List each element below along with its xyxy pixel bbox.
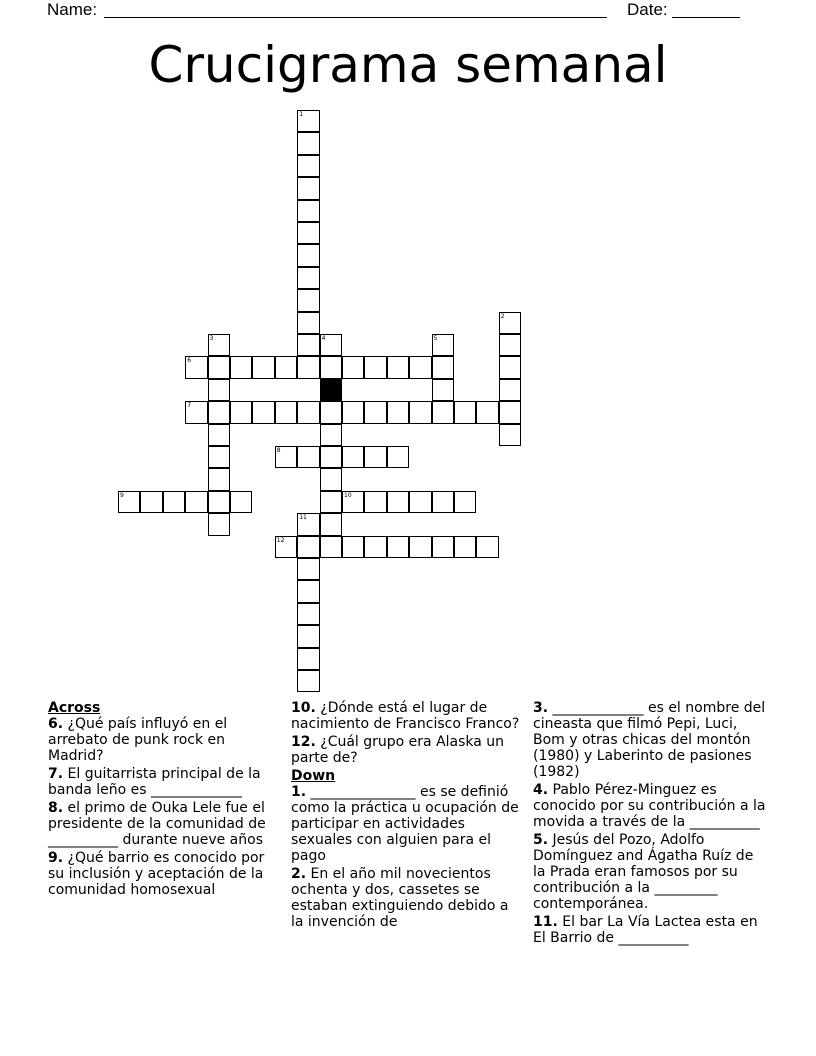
clue-number-label: 10	[344, 491, 352, 499]
crossword-cell[interactable]	[140, 491, 162, 513]
clue-number-label: 4	[321, 335, 326, 342]
clue-number-label: 2	[500, 312, 505, 320]
crossword-cell[interactable]	[320, 468, 342, 490]
crossword-cell[interactable]	[320, 513, 342, 535]
clue-text: ¿Qué país influyó en el arrebato de punk rock en Madrid?	[48, 716, 228, 764]
crossword-cell[interactable]	[297, 670, 319, 692]
black-cell	[320, 379, 342, 401]
crossword-cell[interactable]	[364, 356, 386, 378]
down-clue	[533, 832, 769, 912]
crossword-cell[interactable]	[297, 536, 319, 558]
crossword-cell[interactable]	[297, 200, 319, 222]
crossword-cell[interactable]	[297, 648, 319, 670]
clue-number: 4.	[533, 782, 549, 798]
crossword-cell[interactable]	[387, 491, 409, 513]
crossword-cell[interactable]	[409, 401, 431, 423]
crossword-cell[interactable]	[208, 468, 230, 490]
across-heading: Across	[48, 700, 101, 716]
crossword-cell[interactable]	[297, 312, 319, 334]
clue-text: el primo de Ouka Lele fue el presidente de la comunidad de __________ durante nueve años	[48, 800, 266, 848]
clue-number: 12.	[291, 734, 316, 750]
clue-text: Pablo Pérez-Minguez es conocido por su contribución a la movida a través de la __________	[533, 782, 766, 830]
page-title: Crucigrama semanal	[148, 36, 668, 94]
clue-number: 5.	[533, 832, 549, 848]
crossword-cell[interactable]	[252, 401, 274, 423]
across-clue	[291, 700, 523, 732]
crossword-cell[interactable]	[297, 289, 319, 311]
crossword-cell[interactable]	[387, 356, 409, 378]
crossword-cell[interactable]	[320, 356, 342, 378]
crossword-cell[interactable]	[476, 401, 498, 423]
crossword-cell[interactable]	[275, 356, 297, 378]
down-clue	[291, 784, 523, 864]
crossword-cell[interactable]	[297, 155, 319, 177]
clue-text: ¿Dónde está el lugar de nacimiento de Francisco Franco?	[291, 700, 520, 732]
name-label: Name:	[47, 0, 98, 19]
crossword-cell[interactable]	[297, 603, 319, 625]
clue-text: El guitarrista principal de la banda leño es _____________	[48, 766, 261, 798]
crossword-cell[interactable]	[208, 424, 230, 446]
crossword-cell[interactable]	[297, 222, 319, 244]
clue-number-label: 1	[299, 111, 304, 118]
crossword-cell[interactable]	[297, 401, 319, 423]
crossword-cell[interactable]	[499, 334, 521, 356]
crossword-cell[interactable]	[364, 536, 386, 558]
crossword-cell[interactable]	[387, 401, 409, 423]
crossword-cell[interactable]	[387, 536, 409, 558]
crossword-cell[interactable]	[297, 625, 319, 647]
crossword-cell[interactable]	[342, 446, 364, 468]
crossword-cell[interactable]	[297, 132, 319, 154]
crossword-cell[interactable]	[364, 401, 386, 423]
crossword-cell[interactable]	[275, 446, 297, 468]
date-label: Date:	[627, 0, 668, 19]
down-clue	[533, 782, 769, 830]
crossword-cell[interactable]	[297, 446, 319, 468]
clue-number: 8.	[48, 800, 64, 816]
crossword-cell[interactable]	[320, 334, 342, 356]
clue-number: 3.	[533, 700, 549, 716]
clue-number: 11.	[533, 914, 558, 930]
crossword-cell[interactable]	[118, 491, 140, 513]
clue-number-label: 11	[299, 514, 307, 522]
crossword-cell[interactable]	[297, 334, 319, 356]
crossword-cell[interactable]	[185, 401, 207, 423]
crossword-cell[interactable]	[208, 379, 230, 401]
across-clue	[48, 800, 282, 848]
down-clue	[533, 700, 769, 780]
clue-text: ¿Qué barrio es conocido por su inclusión y aceptación de la comunidad homosexual	[48, 850, 265, 898]
clue-number: 1.	[291, 784, 307, 800]
crossword-cell[interactable]	[320, 401, 342, 423]
crossword-cell[interactable]	[432, 536, 454, 558]
down-clue	[291, 866, 523, 930]
clue-number: 6.	[48, 716, 64, 732]
crossword-cell[interactable]	[252, 356, 274, 378]
crossword-cell[interactable]	[499, 424, 521, 446]
crossword-cell[interactable]	[454, 401, 476, 423]
crossword-cell[interactable]	[320, 491, 342, 513]
crossword-cell[interactable]	[342, 491, 364, 513]
crossword-cell[interactable]	[230, 401, 252, 423]
across-clue	[48, 850, 282, 898]
crossword-cell[interactable]	[208, 446, 230, 468]
crossword-cell[interactable]	[230, 356, 252, 378]
crossword-cell[interactable]	[432, 379, 454, 401]
crossword-cell[interactable]	[342, 536, 364, 558]
clue-text: Jesús del Pozo, Adolfo Domínguez and Ágatha Ruíz de la Prada eran famosos por su contribución a la _________ contemporánea.	[533, 832, 754, 912]
crossword-cell[interactable]	[342, 356, 364, 378]
clue-text: _______________ es se definió como la práctica u ocupación de participar en actividades sexuales con alguien para el pago	[291, 784, 519, 864]
crossword-cell[interactable]	[499, 379, 521, 401]
crossword-cell[interactable]	[409, 356, 431, 378]
crossword-cell[interactable]	[230, 491, 252, 513]
crossword-cell[interactable]	[432, 491, 454, 513]
crossword-cell[interactable]	[454, 536, 476, 558]
clue-column-3	[533, 700, 769, 948]
down-heading: Down	[291, 768, 336, 784]
crossword-cell[interactable]	[208, 491, 230, 513]
crossword-cell[interactable]	[297, 558, 319, 580]
clue-column-2	[291, 700, 523, 932]
crossword-cell[interactable]	[208, 513, 230, 535]
clue-number: 2.	[291, 866, 307, 882]
crossword-cell[interactable]	[275, 536, 297, 558]
crossword-cell[interactable]	[297, 110, 319, 132]
crossword-cell[interactable]	[297, 356, 319, 378]
crossword-cell[interactable]	[454, 491, 476, 513]
clue-number-label: 7	[187, 402, 192, 410]
clue-text: _____________ es el nombre del cineasta que filmó Pepi, Luci, Bom y otras chicas del montón (1980) y Laberinto de pasiones (1982)	[533, 700, 766, 780]
crossword-cell[interactable]	[409, 491, 431, 513]
crossword-cell[interactable]	[476, 536, 498, 558]
crossword-cell[interactable]	[208, 334, 230, 356]
crossword-cell[interactable]	[275, 401, 297, 423]
crossword-cell[interactable]	[364, 491, 386, 513]
clue-text: ¿Cuál grupo era Alaska un parte de?	[291, 734, 505, 766]
clue-number-label: 6	[187, 357, 192, 365]
clue-column-1	[48, 700, 282, 900]
clue-number: 10.	[291, 700, 316, 716]
crossword-cell[interactable]	[208, 401, 230, 423]
crossword-cell[interactable]	[364, 446, 386, 468]
crossword-cell[interactable]	[208, 356, 230, 378]
across-clue	[291, 734, 523, 766]
crossword-cell[interactable]	[432, 334, 454, 356]
clue-number: 9.	[48, 850, 64, 866]
clue-text: El bar La Vía Lactea esta en El Barrio de __________	[533, 914, 758, 946]
crossword-cell[interactable]	[297, 267, 319, 289]
crossword-cell[interactable]	[185, 356, 207, 378]
clue-number-label: 12	[276, 536, 285, 544]
crossword-cell[interactable]	[432, 356, 454, 378]
clue-text: En el año mil novecientos ochenta y dos, cassetes se estaban extinguiendo debido a la invención de	[291, 866, 509, 930]
clue-number-label: 5	[433, 335, 438, 342]
across-clue	[48, 766, 282, 798]
crossword-cell[interactable]	[297, 580, 319, 602]
crossword-cell[interactable]	[409, 536, 431, 558]
crossword-cell[interactable]	[387, 446, 409, 468]
crossword-cell[interactable]	[297, 513, 319, 535]
clue-number: 7.	[48, 766, 64, 782]
down-clue	[533, 914, 769, 946]
crossword-cell[interactable]	[432, 401, 454, 423]
crossword-cell[interactable]	[499, 312, 521, 334]
crossword-cell[interactable]	[185, 491, 207, 513]
crossword-cell[interactable]	[499, 356, 521, 378]
crossword-cell[interactable]	[342, 401, 364, 423]
crossword-cell[interactable]	[297, 177, 319, 199]
clue-number-label: 8	[276, 447, 281, 454]
crossword-cell[interactable]	[320, 536, 342, 558]
crossword-cell[interactable]	[320, 446, 342, 468]
clue-number-label: 9	[120, 491, 124, 499]
crossword-cell[interactable]	[163, 491, 185, 513]
crossword-cell[interactable]	[320, 424, 342, 446]
across-clue	[48, 716, 282, 764]
crossword-cell[interactable]	[499, 401, 521, 423]
clue-number-label: 3	[209, 335, 214, 342]
crossword-cell[interactable]	[297, 244, 319, 266]
